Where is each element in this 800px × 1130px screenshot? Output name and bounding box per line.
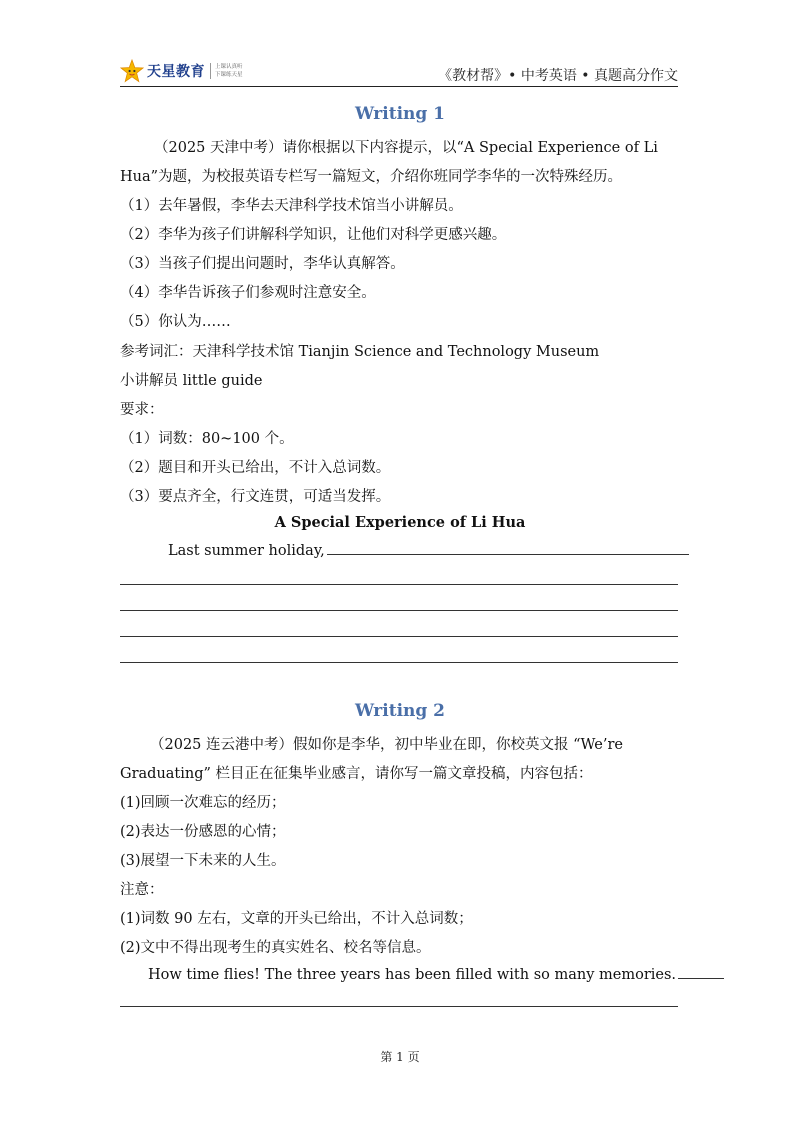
page-header bbox=[120, 56, 678, 87]
writing-1-point-4: （4）李华告诉孩子们参观时注意安全。 bbox=[120, 285, 376, 301]
writing-1-requirement-2: （2）题目和开头已给出，不计入总词数。 bbox=[120, 460, 391, 476]
writing-2-start-text: How time flies! The three years has been filled with so many memories. bbox=[148, 967, 677, 983]
writing-1-requirement-3: （3）要点齐全，行文连贯，可适当发挥。 bbox=[120, 489, 391, 505]
answer-blank[interactable] bbox=[327, 541, 689, 555]
writing-2-point-1: (1)回顾一次难忘的经历； bbox=[120, 795, 286, 811]
writing-2-point-2: (2)表达一份感恩的心情； bbox=[120, 824, 286, 840]
writing-2-note-1: (1)词数 90 左右，文章的开头已给出，不计入总词数； bbox=[120, 911, 473, 927]
writing-1-point-5: （5）你认为…… bbox=[120, 314, 231, 330]
slogan-line-2: 下课练天星 bbox=[215, 72, 243, 78]
answer-blank[interactable] bbox=[678, 965, 724, 979]
writing-1-start-line bbox=[168, 541, 689, 559]
writing-1-vocab-line-2: 小讲解员 little guide bbox=[120, 373, 263, 389]
writing-2-title: Writing 2 bbox=[354, 701, 446, 721]
page-number: 第 1 页 bbox=[380, 1050, 420, 1064]
answer-line-4[interactable] bbox=[120, 662, 678, 663]
answer-line-1[interactable] bbox=[120, 584, 678, 585]
writing-1-start-text: Last summer holiday, bbox=[168, 543, 325, 559]
writing-1-title: Writing 1 bbox=[354, 104, 446, 124]
essay-title: A Special Experience of Li Hua bbox=[274, 514, 526, 531]
writing-2-note-2: (2)文中不得出现考生的真实姓名、校名等信息。 bbox=[120, 940, 431, 956]
writing-2-intro-line-2: Graduating” 栏目正在征集毕业感言，请你写一篇文章投稿，内容包括： bbox=[120, 766, 593, 782]
writing-1-requirement-1: （1）词数：80~100 个。 bbox=[120, 431, 294, 447]
writing-1-point-2: （2）李华为孩子们讲解科学知识，让他们对科学更感兴趣。 bbox=[120, 227, 507, 243]
answer-line-5[interactable] bbox=[120, 1006, 678, 1007]
writing-2-start-line bbox=[148, 965, 724, 983]
answer-line-3[interactable] bbox=[120, 636, 678, 637]
book-series-title: 《教材帮》• 中考英语 • 真题高分作文 bbox=[438, 68, 678, 84]
logo-text: 天星教育 bbox=[147, 64, 205, 80]
writing-1-intro-line-2: Hua”为题，为校报英语专栏写一篇短文，介绍你班同学李华的一次特殊经历。 bbox=[120, 169, 623, 185]
writing-2-intro-line-1: （2025 连云港中考）假如你是李华，初中毕业在即，你校英文报 “We’re bbox=[150, 737, 623, 753]
logo-slogan bbox=[215, 63, 243, 79]
answer-line-2[interactable] bbox=[120, 610, 678, 611]
writing-1-requirements-label: 要求： bbox=[120, 402, 164, 418]
writing-2-notes-label: 注意： bbox=[120, 882, 164, 898]
writing-1-point-1: （1）去年暑假，李华去天津科学技术馆当小讲解员。 bbox=[120, 198, 463, 214]
writing-1-vocab-line-1: 参考词汇：天津科学技术馆 Tianjin Science and Technology Museum bbox=[120, 344, 600, 360]
tianxing-logo bbox=[120, 58, 243, 84]
writing-1-point-3: （3）当孩子们提出问题时，李华认真解答。 bbox=[120, 256, 405, 272]
writing-1-intro-line-1: （2025 天津中考）请你根据以下内容提示，以“A Special Experience of Li bbox=[154, 140, 658, 156]
star-mascot-icon bbox=[120, 59, 144, 83]
logo-divider bbox=[210, 63, 211, 79]
writing-2-point-3: (3)展望一下未来的人生。 bbox=[120, 853, 286, 869]
slogan-line-1: 上课认真听 bbox=[215, 64, 243, 70]
